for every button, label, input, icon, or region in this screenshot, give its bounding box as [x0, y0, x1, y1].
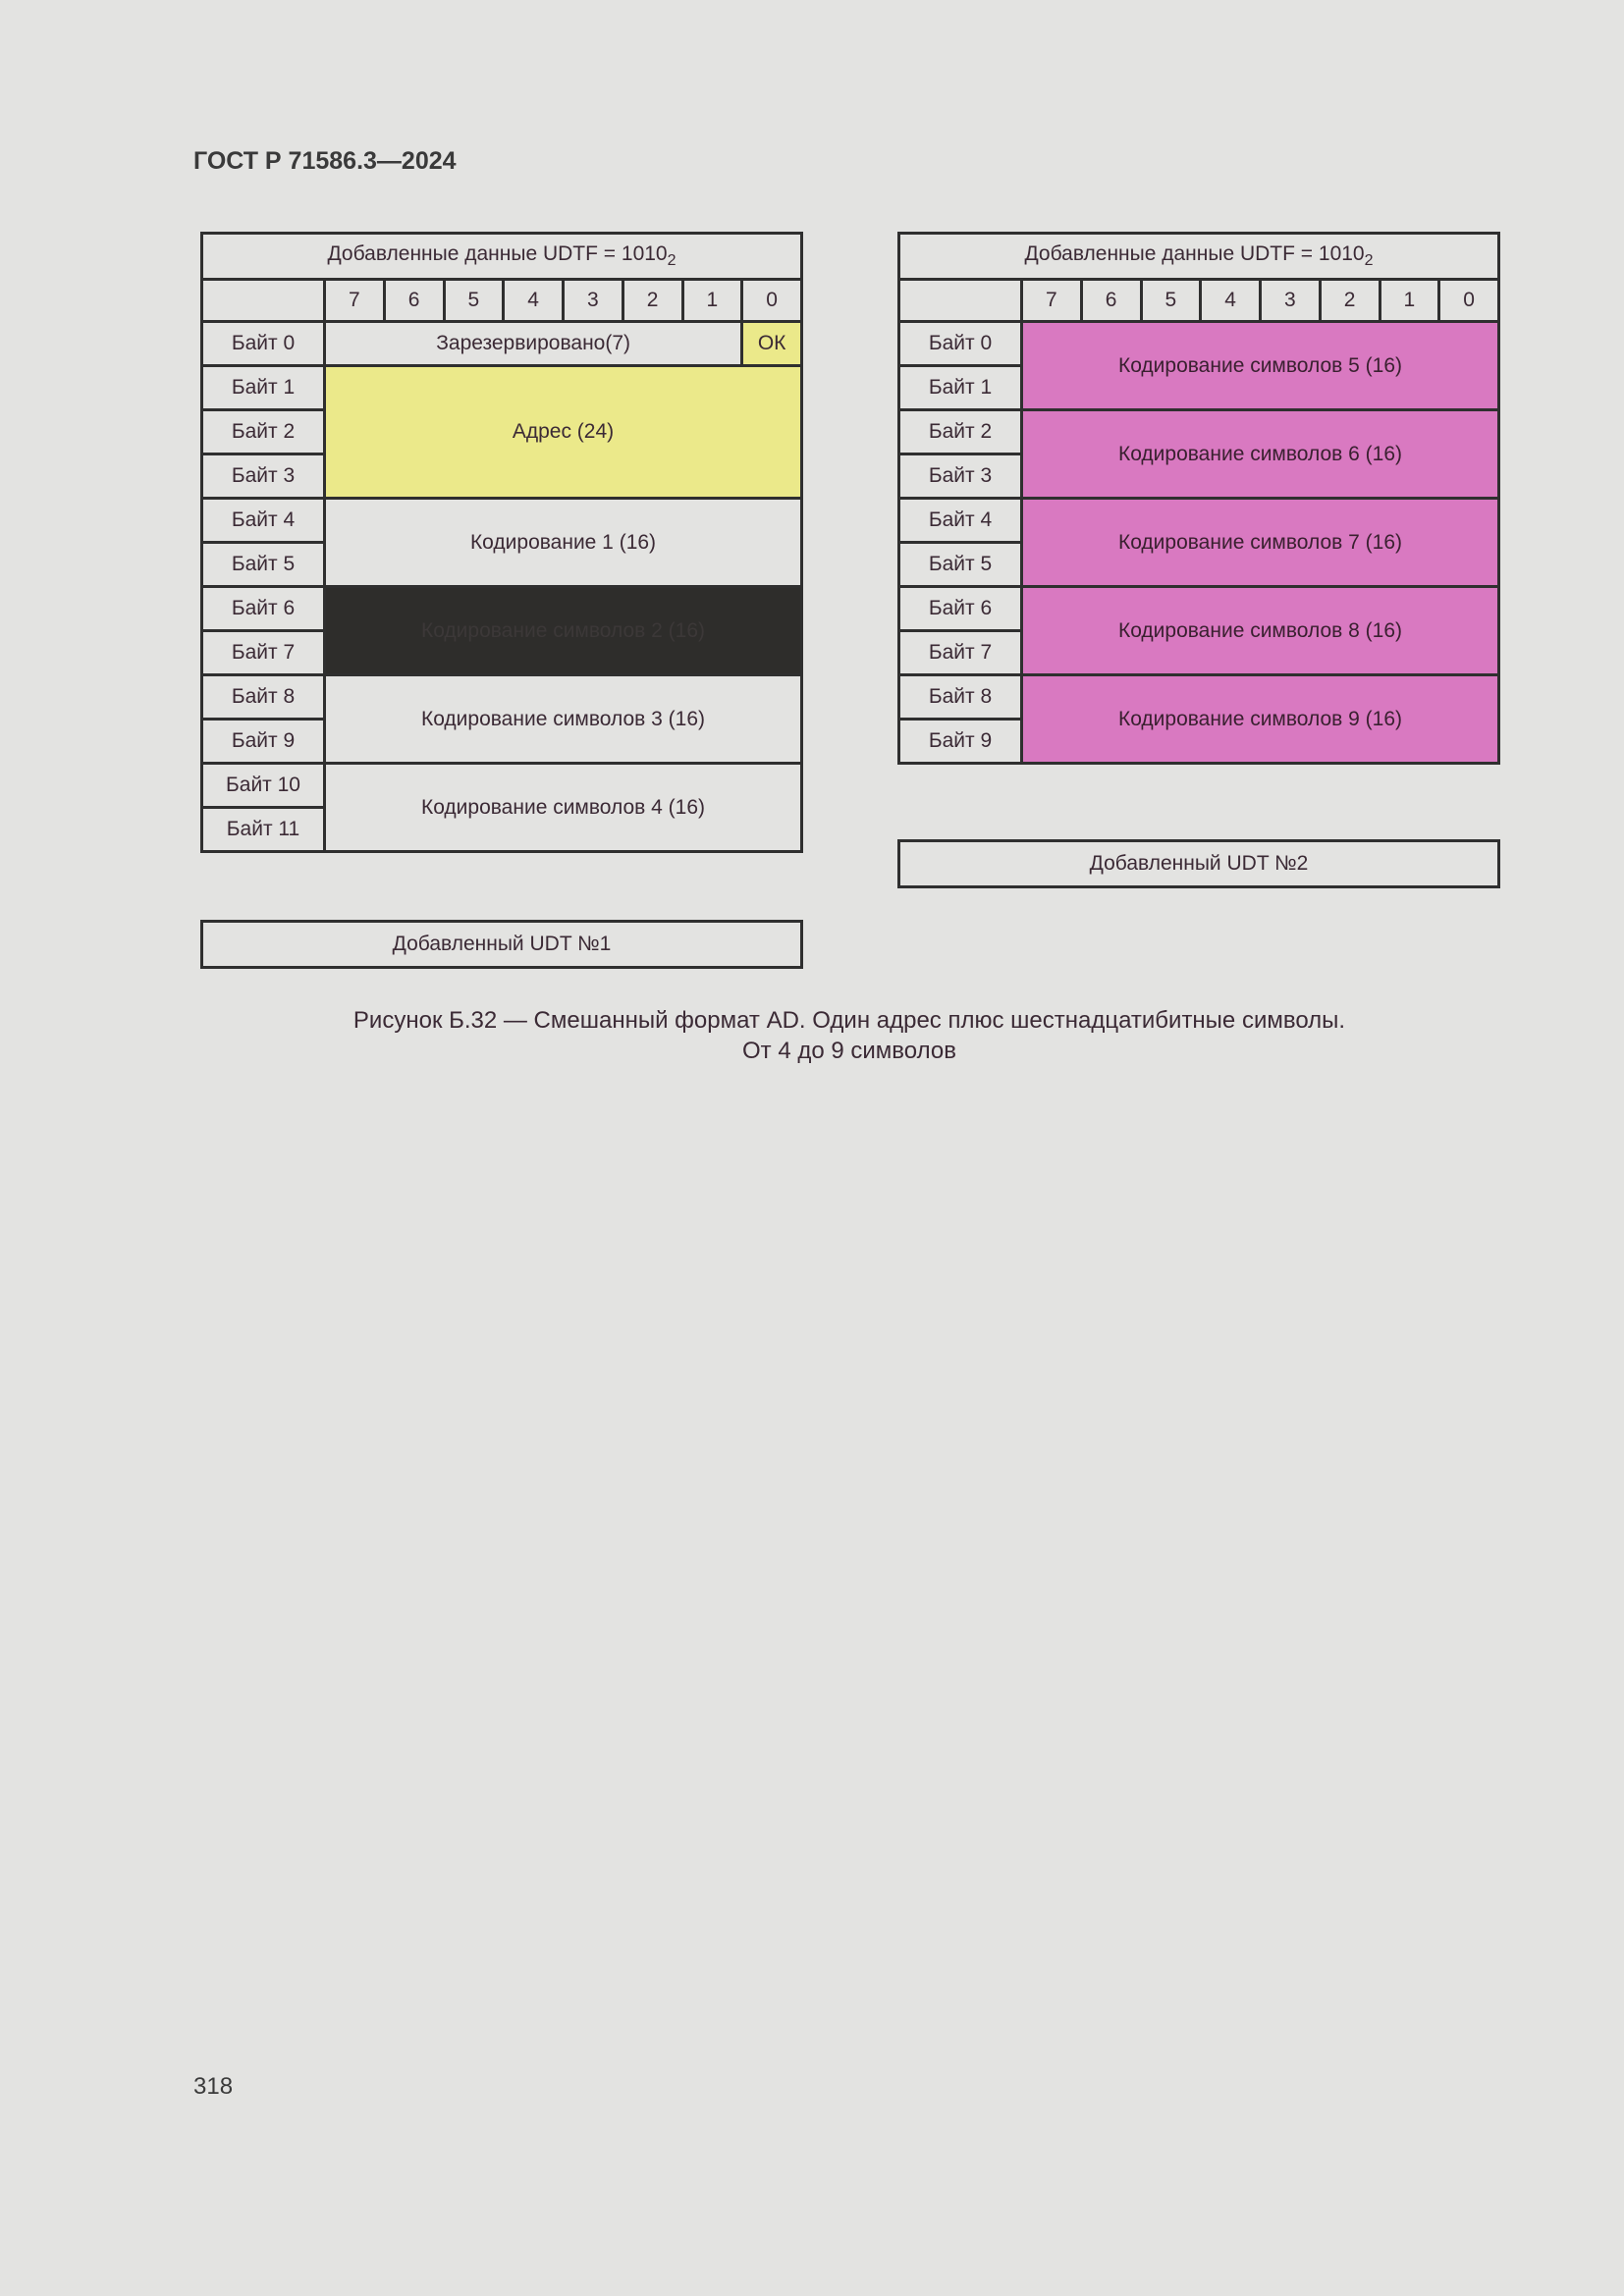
figure-caption [196, 1005, 1502, 1066]
bit-label: 2 [623, 280, 682, 322]
byte-label: Байт 4 [899, 499, 1022, 543]
empty-corner-cell [899, 280, 1022, 322]
coding-9-field: Кодирование символов 9 (16) [1022, 675, 1499, 764]
bit-label: 3 [564, 280, 623, 322]
bit-label: 6 [1081, 280, 1141, 322]
document-header: ГОСТ Р 71586.3—2024 [193, 147, 457, 175]
coding-2-field: Кодирование символов 2 (16) [325, 587, 802, 675]
bit-label: 5 [444, 280, 504, 322]
added-udt-1-box: Добавленный UDT №1 [200, 920, 803, 969]
bit-label: 7 [325, 280, 385, 322]
bit-label: 5 [1141, 280, 1201, 322]
byte-label: Байт 9 [899, 720, 1022, 764]
byte-label: Байт 5 [202, 543, 325, 587]
coding-7-field: Кодирование символов 7 (16) [1022, 499, 1499, 587]
page-number: 318 [193, 2073, 234, 2100]
byte-label: Байт 1 [899, 366, 1022, 410]
reserved-field: Зарезервировано(7) [325, 322, 742, 366]
byte-label: Байт 3 [899, 454, 1022, 499]
ok-field: ОК [742, 322, 802, 366]
byte-label: Байт 1 [202, 366, 325, 410]
byte-label: Байт 6 [202, 587, 325, 631]
byte-label: Байт 9 [202, 720, 325, 764]
bit-label: 3 [1261, 280, 1321, 322]
empty-corner-cell [202, 280, 325, 322]
bit-label: 7 [1022, 280, 1082, 322]
caption-line-1: Рисунок Б.32 — Смешанный формат AD. Один адрес плюс шестнадцатибитные символы. [352, 1007, 1346, 1034]
coding-3-field: Кодирование символов 3 (16) [325, 675, 802, 764]
coding-1-field: Кодирование 1 (16) [325, 499, 802, 587]
table-title: Добавленные данные UDTF = $1010_2$ [899, 234, 1499, 280]
coding-8-field: Кодирование символов 8 (16) [1022, 587, 1499, 675]
byte-label: Байт 6 [899, 587, 1022, 631]
bit-label: 6 [384, 280, 444, 322]
bit-label: 0 [742, 280, 802, 322]
byte-label: Байт 8 [899, 675, 1022, 720]
added-udt-2-box: Добавленный UDT №2 [897, 839, 1500, 888]
udt-right-table [897, 232, 1500, 765]
coding-6-field: Кодирование символов 6 (16) [1022, 410, 1499, 499]
udt-left-table [200, 232, 803, 853]
byte-label: Байт 0 [202, 322, 325, 366]
byte-label: Байт 3 [202, 454, 325, 499]
byte-label: Байт 2 [202, 410, 325, 454]
byte-label: Байт 10 [202, 764, 325, 808]
bit-label: 0 [1439, 280, 1499, 322]
byte-label: Байт 7 [899, 631, 1022, 675]
bit-label: 1 [1380, 280, 1439, 322]
bit-label: 2 [1320, 280, 1380, 322]
byte-label: Байт 7 [202, 631, 325, 675]
coding-5-field: Кодирование символов 5 (16) [1022, 322, 1499, 410]
bit-label: 4 [504, 280, 564, 322]
bit-label: 4 [1201, 280, 1261, 322]
byte-label: Байт 0 [899, 322, 1022, 366]
byte-label: Байт 8 [202, 675, 325, 720]
byte-label: Байт 5 [899, 543, 1022, 587]
bit-label: 1 [682, 280, 742, 322]
caption-line-2: От 4 до 9 символов [742, 1038, 956, 1064]
address-field: Адрес (24) [325, 366, 802, 499]
byte-label: Байт 11 [202, 808, 325, 852]
table-title: Добавленные данные UDTF = $1010_2$ [202, 234, 802, 280]
byte-label: Байт 2 [899, 410, 1022, 454]
byte-label: Байт 4 [202, 499, 325, 543]
coding-4-field: Кодирование символов 4 (16) [325, 764, 802, 852]
